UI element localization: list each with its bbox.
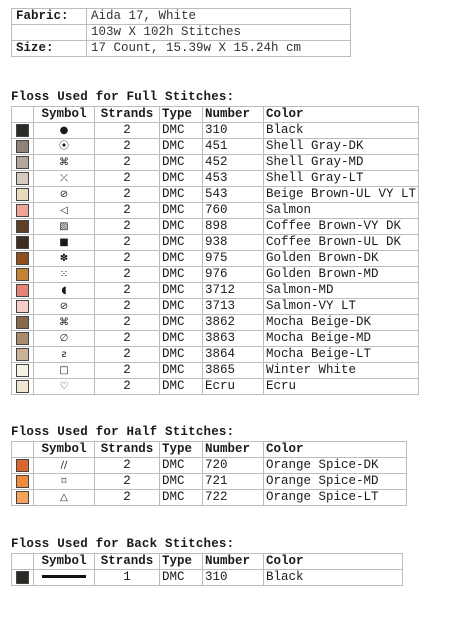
color-swatch	[16, 188, 29, 201]
stitch-symbol-icon: ⁙	[59, 269, 69, 280]
type-cell: DMC	[160, 474, 203, 490]
color-swatch	[16, 332, 29, 345]
floss-row	[12, 347, 419, 363]
color-name-cell: Orange Spice-LT	[264, 490, 407, 506]
strands-cell: 2	[95, 171, 160, 187]
strands-cell: 2	[95, 267, 160, 283]
type-header: Type	[160, 442, 203, 458]
symbol-header: Symbol	[34, 554, 95, 570]
floss-row	[12, 251, 419, 267]
stitch-symbol-icon: ⌘	[59, 317, 69, 328]
floss-row	[12, 219, 419, 235]
number-header: Number	[203, 442, 264, 458]
fabric-key	[12, 25, 87, 41]
swatch-cell	[12, 379, 34, 395]
color-name-cell: Golden Brown-DK	[264, 251, 419, 267]
color-name-cell: Coffee Brown-VY DK	[264, 219, 419, 235]
color-name-cell: Orange Spice-DK	[264, 458, 407, 474]
color-swatch	[16, 220, 29, 233]
swatch-cell	[12, 315, 34, 331]
symbol-cell	[34, 331, 95, 347]
fabric-value: 17 Count, 15.39w X 15.24h cm	[87, 41, 351, 57]
color-name-cell: Orange Spice-MD	[264, 474, 407, 490]
color-name-cell: Beige Brown-UL VY LT	[264, 187, 419, 203]
full-rows	[12, 123, 419, 395]
floss-row	[12, 570, 403, 586]
strands-cell: 2	[95, 139, 160, 155]
type-cell: DMC	[160, 347, 203, 363]
number-cell: 310	[203, 123, 264, 139]
number-cell: 3713	[203, 299, 264, 315]
floss-row	[12, 187, 419, 203]
symbol-cell	[34, 155, 95, 171]
fabric-value: Aida 17, White	[87, 9, 351, 25]
number-cell: 3865	[203, 363, 264, 379]
number-header: Number	[203, 107, 264, 123]
floss-row	[12, 458, 407, 474]
number-cell: 453	[203, 171, 264, 187]
type-cell: DMC	[160, 123, 203, 139]
stitch-symbol-icon: ◖	[61, 285, 67, 296]
fabric-row	[12, 9, 351, 25]
floss-row	[12, 203, 419, 219]
color-name-cell: Shell Gray-MD	[264, 155, 419, 171]
color-name-cell: Ecru	[264, 379, 419, 395]
floss-row	[12, 474, 407, 490]
strands-cell: 2	[95, 474, 160, 490]
strands-cell: 2	[95, 251, 160, 267]
swatch-header	[12, 554, 34, 570]
color-swatch	[16, 124, 29, 137]
swatch-cell	[12, 490, 34, 506]
strands-cell: 2	[95, 363, 160, 379]
symbol-cell	[34, 123, 95, 139]
type-header: Type	[160, 107, 203, 123]
swatch-cell	[12, 331, 34, 347]
number-cell: 3862	[203, 315, 264, 331]
swatch-cell	[12, 251, 34, 267]
swatch-header	[12, 107, 34, 123]
floss-row	[12, 139, 419, 155]
stitch-symbol-icon: □	[59, 365, 69, 376]
type-cell: DMC	[160, 139, 203, 155]
color-name-cell: Golden Brown-MD	[264, 267, 419, 283]
symbol-cell	[34, 379, 95, 395]
stitch-symbol-icon: ⦿	[59, 141, 69, 152]
swatch-cell	[12, 187, 34, 203]
swatch-cell	[12, 474, 34, 490]
type-cell: DMC	[160, 251, 203, 267]
stitch-symbol-icon: ƨ	[61, 349, 67, 360]
color-name-cell: Mocha Beige-DK	[264, 315, 419, 331]
type-cell: DMC	[160, 171, 203, 187]
number-cell: 3863	[203, 331, 264, 347]
symbol-cell	[34, 363, 95, 379]
symbol-cell	[34, 283, 95, 299]
symbol-cell	[34, 219, 95, 235]
fabric-info-table	[11, 8, 351, 57]
strands-cell: 2	[95, 331, 160, 347]
color-swatch	[16, 364, 29, 377]
stitch-symbol-icon: ⊘	[59, 301, 69, 312]
swatch-cell	[12, 267, 34, 283]
type-cell: DMC	[160, 203, 203, 219]
color-swatch	[16, 380, 29, 393]
floss-row	[12, 171, 419, 187]
swatch-cell	[12, 347, 34, 363]
color-name-cell: Coffee Brown-UL DK	[264, 235, 419, 251]
symbol-cell	[34, 570, 95, 586]
symbol-cell	[34, 171, 95, 187]
floss-row	[12, 315, 419, 331]
swatch-cell	[12, 219, 34, 235]
floss-row	[12, 283, 419, 299]
fabric-key: Size:	[12, 41, 87, 57]
floss-row	[12, 379, 419, 395]
color-name-cell: Salmon	[264, 203, 419, 219]
half-stitches-title: Floss Used for Half Stitches:	[11, 425, 235, 439]
header-row	[12, 107, 419, 123]
strands-cell: 2	[95, 299, 160, 315]
swatch-cell	[12, 203, 34, 219]
stitch-symbol-icon: ●	[59, 125, 69, 136]
color-name-cell: Mocha Beige-LT	[264, 347, 419, 363]
strands-cell: 2	[95, 155, 160, 171]
full-stitches-title: Floss Used for Full Stitches:	[11, 90, 235, 104]
type-cell: DMC	[160, 458, 203, 474]
color-swatch	[16, 459, 29, 472]
strands-cell: 2	[95, 235, 160, 251]
symbol-cell	[34, 139, 95, 155]
swatch-cell	[12, 458, 34, 474]
number-cell: 722	[203, 490, 264, 506]
swatch-cell	[12, 123, 34, 139]
swatch-cell	[12, 235, 34, 251]
color-swatch	[16, 204, 29, 217]
symbol-cell	[34, 251, 95, 267]
half-rows	[12, 458, 407, 506]
back-rows	[12, 570, 403, 586]
floss-row	[12, 363, 419, 379]
stitch-symbol-icon: ⤫	[60, 173, 68, 184]
color-swatch	[16, 236, 29, 249]
color-swatch	[16, 571, 29, 584]
color-name-cell: Shell Gray-DK	[264, 139, 419, 155]
symbol-header: Symbol	[34, 107, 95, 123]
color-name-cell: Salmon-MD	[264, 283, 419, 299]
type-cell: DMC	[160, 331, 203, 347]
type-cell: DMC	[160, 363, 203, 379]
number-cell: 720	[203, 458, 264, 474]
fabric-row	[12, 41, 351, 57]
stitch-symbol-icon: ◁	[60, 205, 68, 216]
swatch-cell	[12, 139, 34, 155]
type-cell: DMC	[160, 267, 203, 283]
color-swatch	[16, 268, 29, 281]
color-header: Color	[264, 107, 419, 123]
number-cell: 975	[203, 251, 264, 267]
number-cell: 310	[203, 570, 264, 586]
half-stitches-table	[11, 441, 407, 506]
number-header: Number	[203, 554, 264, 570]
type-cell: DMC	[160, 490, 203, 506]
number-cell: Ecru	[203, 379, 264, 395]
stitch-symbol-icon: △	[60, 492, 68, 503]
strands-header: Strands	[95, 442, 160, 458]
number-cell: 938	[203, 235, 264, 251]
number-cell: 721	[203, 474, 264, 490]
color-name-cell: Shell Gray-LT	[264, 171, 419, 187]
color-header: Color	[264, 442, 407, 458]
color-name-cell: Salmon-VY LT	[264, 299, 419, 315]
strands-cell: 2	[95, 379, 160, 395]
strands-cell: 2	[95, 458, 160, 474]
symbol-cell	[34, 347, 95, 363]
strands-cell: 2	[95, 219, 160, 235]
color-swatch	[16, 316, 29, 329]
header-row	[12, 554, 403, 570]
fabric-value: 103w X 102h Stitches	[87, 25, 351, 41]
color-swatch	[16, 300, 29, 313]
type-cell: DMC	[160, 570, 203, 586]
floss-row	[12, 155, 419, 171]
symbol-cell	[34, 474, 95, 490]
type-cell: DMC	[160, 283, 203, 299]
floss-row	[12, 490, 407, 506]
swatch-cell	[12, 570, 34, 586]
number-cell: 898	[203, 219, 264, 235]
type-cell: DMC	[160, 315, 203, 331]
back-stitches-table	[11, 553, 403, 586]
symbol-cell	[34, 203, 95, 219]
strands-header: Strands	[95, 554, 160, 570]
stitch-symbol-icon: ♡	[59, 381, 69, 392]
symbol-cell	[34, 458, 95, 474]
color-swatch	[16, 252, 29, 265]
stitch-symbol-icon: ▨	[59, 221, 69, 232]
color-swatch	[16, 475, 29, 488]
number-cell: 3712	[203, 283, 264, 299]
strands-cell: 1	[95, 570, 160, 586]
stitch-symbol-icon: ⌘	[59, 157, 69, 168]
type-cell: DMC	[160, 187, 203, 203]
type-cell: DMC	[160, 155, 203, 171]
floss-row	[12, 299, 419, 315]
strands-cell: 2	[95, 283, 160, 299]
number-cell: 543	[203, 187, 264, 203]
strands-header: Strands	[95, 107, 160, 123]
symbol-cell	[34, 490, 95, 506]
color-name-cell: Winter White	[264, 363, 419, 379]
fabric-row	[12, 25, 351, 41]
symbol-cell	[34, 267, 95, 283]
stitch-symbol-icon: ■	[59, 237, 69, 248]
symbol-cell	[34, 187, 95, 203]
symbol-cell	[34, 315, 95, 331]
symbol-header: Symbol	[34, 442, 95, 458]
swatch-cell	[12, 155, 34, 171]
type-cell: DMC	[160, 219, 203, 235]
color-swatch	[16, 140, 29, 153]
color-swatch	[16, 284, 29, 297]
color-swatch	[16, 172, 29, 185]
floss-row	[12, 331, 419, 347]
swatch-cell	[12, 283, 34, 299]
swatch-header	[12, 442, 34, 458]
color-swatch	[16, 491, 29, 504]
stitch-symbol-icon: ∅	[59, 333, 69, 344]
floss-row	[12, 235, 419, 251]
swatch-cell	[12, 171, 34, 187]
fabric-rows	[12, 9, 351, 57]
strands-cell: 2	[95, 347, 160, 363]
symbol-cell	[34, 299, 95, 315]
type-header: Type	[160, 554, 203, 570]
color-swatch	[16, 156, 29, 169]
full-stitches-table	[11, 106, 419, 395]
color-swatch	[16, 348, 29, 361]
number-cell: 760	[203, 203, 264, 219]
strands-cell: 2	[95, 123, 160, 139]
type-cell: DMC	[160, 299, 203, 315]
floss-row	[12, 123, 419, 139]
floss-row	[12, 267, 419, 283]
swatch-cell	[12, 299, 34, 315]
number-cell: 451	[203, 139, 264, 155]
header-row	[12, 442, 407, 458]
back-stitches-title: Floss Used for Back Stitches:	[11, 537, 235, 551]
color-name-cell: Black	[264, 123, 419, 139]
color-name-cell: Black	[264, 570, 403, 586]
fabric-key: Fabric:	[12, 9, 87, 25]
stitch-symbol-icon: ⌑	[61, 476, 67, 487]
strands-cell: 2	[95, 187, 160, 203]
backstitch-line-icon	[42, 575, 86, 578]
stitch-symbol-icon: ⊘	[59, 189, 69, 200]
strands-cell: 2	[95, 203, 160, 219]
color-header: Color	[264, 554, 403, 570]
stitch-symbol-icon: ✽	[59, 253, 69, 264]
color-name-cell: Mocha Beige-MD	[264, 331, 419, 347]
symbol-cell	[34, 235, 95, 251]
number-cell: 976	[203, 267, 264, 283]
stitch-symbol-icon: ∕∕	[60, 460, 68, 471]
swatch-cell	[12, 363, 34, 379]
strands-cell: 2	[95, 490, 160, 506]
number-cell: 452	[203, 155, 264, 171]
type-cell: DMC	[160, 235, 203, 251]
number-cell: 3864	[203, 347, 264, 363]
strands-cell: 2	[95, 315, 160, 331]
type-cell: DMC	[160, 379, 203, 395]
